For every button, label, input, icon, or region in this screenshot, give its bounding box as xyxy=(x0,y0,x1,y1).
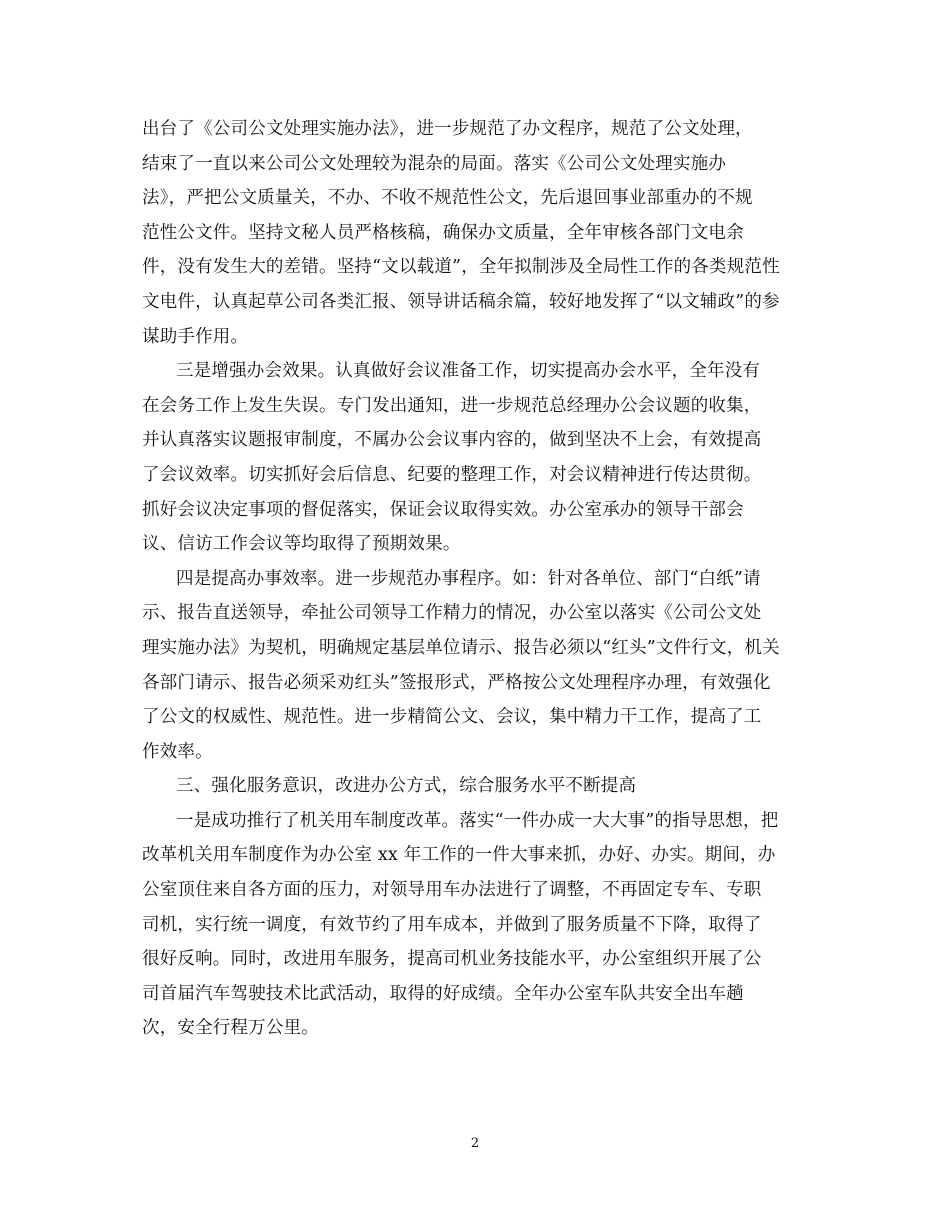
text-line: 件，没有发生大的差错。坚持“文以载道”，全年拟制涉及全局性工作的各类规范性 xyxy=(142,257,780,278)
text-line: 公室顶住来自各方面的压力，对领导用车办法进行了调整，不再固定专车、专职 xyxy=(142,880,762,901)
text-line: 很好反响。同时，改进用车服务，提高司机业务技能水平，办公室组织开展了公 xyxy=(142,949,762,970)
paragraph-start-line: 一是成功推行了机关用车制度改革。落实“一件办成一大大事”的指导思想，把 xyxy=(176,810,779,831)
text-line: 了会议效率。切实抓好会后信息、纪要的整理工作，对会议精神进行传达贯彻。 xyxy=(142,464,762,485)
text-line: 司首届汽车驾驶技术比武活动，取得的好成绩。全年办公室车队共安全出车趟 xyxy=(142,983,744,1004)
text-line: 结束了一直以来公司公文处理较为混杂的局面。落实《公司公文处理实施办 xyxy=(142,153,727,174)
text-line: 文电件，认真起草公司各类汇报、领导讲话稿余篇，较好地发挥了“以文辅政”的参 xyxy=(142,291,780,312)
text-line: 各部门请示、报告必须采劝红头”签报形式，严格按公文处理程序办理，有效强化 xyxy=(142,672,771,693)
text-line: 在会务工作上发生失误。专门发出通知，进一步规范总经理办公会议题的收集， xyxy=(142,395,762,416)
text-line: 改革机关用车制度作为办公室 xx 年工作的一件大事来抓，办好、办实。期间，办 xyxy=(142,845,776,866)
text-line: 理实施办法》为契机，明确规定基层单位请示、报告必须以“红头”文件行文，机关 xyxy=(142,637,780,658)
paragraph-start-line: 四是提高办事效率。进一步规范办事程序。如：针对各单位、部门“白纸”请 xyxy=(176,568,761,589)
section-heading: 三、强化服务意识，改进办公方式，综合服务水平不断提高 xyxy=(176,776,637,797)
text-line: 抓好会议决定事项的督促落实，保证会议取得实效。办公室承办的领导干部会 xyxy=(142,499,744,520)
document-body xyxy=(142,112,822,1046)
text-line: 作效率。 xyxy=(142,741,213,762)
text-line: 出台了《公司公文处理实施办法》，进一步规范了办文程序，规范了公文处理， xyxy=(142,119,753,139)
paragraph-start-line: 三是增强办会效果。认真做好会议准备工作，切实提高办会水平，全年没有 xyxy=(176,361,761,382)
page-number: 2 xyxy=(470,1136,480,1151)
text-line: 示、报告直送领导，牵扯公司领导工作精力的情况，办公室以落实《公司公文处 xyxy=(142,603,762,624)
text-line: 谋助手作用。 xyxy=(142,326,249,347)
text-line: 法》，严把公文质量关，不办、不收不规范性公文，先后退回事业部重办的不规 xyxy=(142,188,753,209)
text-line: 司机，实行统一调度，有效节约了用车成本，并做到了服务质量不下降，取得了 xyxy=(142,914,762,935)
text-line: 议、信访工作会议等均取得了预期效果。 xyxy=(142,534,461,555)
text-line: 次，安全行程万公里。 xyxy=(142,1018,319,1039)
text-line: 了公文的权威性、规范性。进一步精简公文、会议，集中精力干工作，提高了工 xyxy=(142,707,762,728)
text-line: 并认真落实议题报审制度，不属办公会议事内容的，做到坚决不上会，有效提高 xyxy=(142,430,762,451)
text-line: 范性公文件。坚持文秘人员严格核稿，确保办文质量，全年审核各部门文电余 xyxy=(142,222,744,243)
